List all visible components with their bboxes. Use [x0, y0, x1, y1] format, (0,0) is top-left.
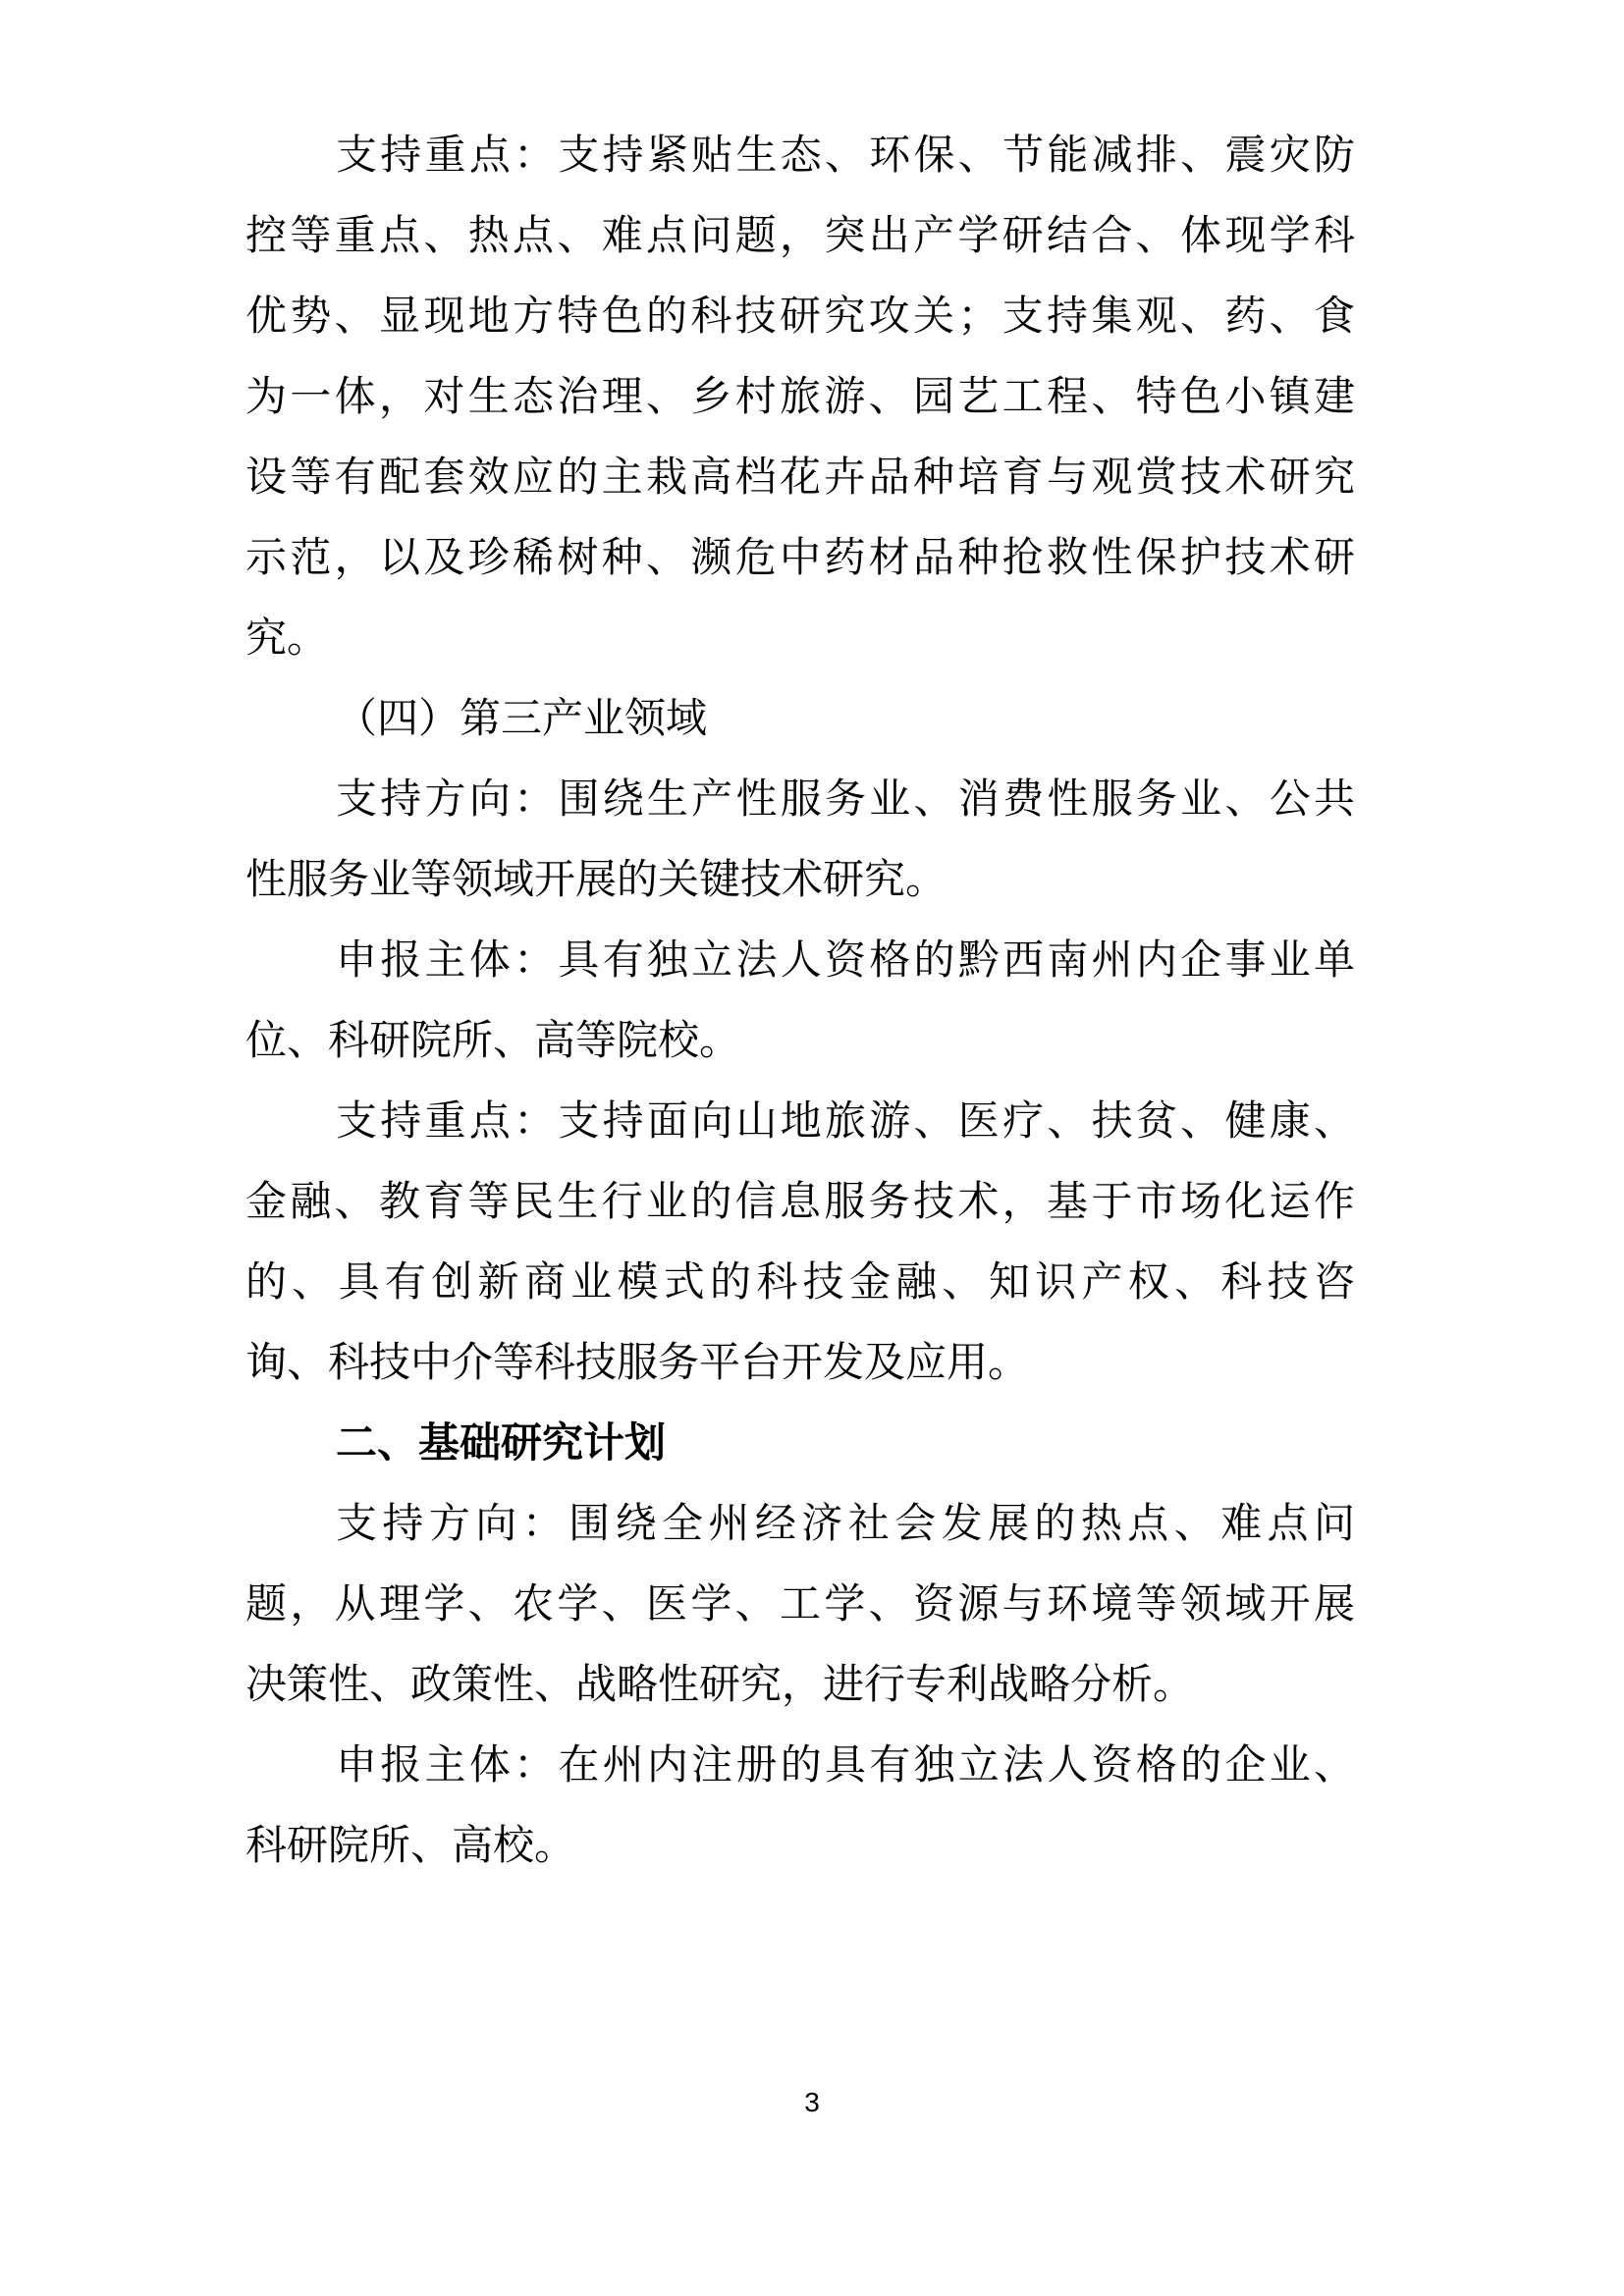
paragraph-line: 位、科研院所、高等院校。: [245, 1016, 741, 1064]
paragraph-line: 金融、教育等民生行业的信息服务技术，基于市场化运作: [245, 1177, 1355, 1225]
paragraph-line: 科研院所、高校。: [245, 1821, 576, 1869]
paragraph-line: 优势、显现地方特色的科技研究攻关；支持集观、药、食: [245, 292, 1355, 340]
section-heading: 二、基础研究计划: [336, 1418, 667, 1467]
paragraph-line: 示范，以及珍稀树种、濒危中药材品种抢救性保护技术研: [245, 533, 1355, 581]
paragraph-line: 支持重点：支持面向山地旅游、医疗、扶贫、健康、: [336, 1096, 1355, 1145]
paragraph-line: 设等有配套效应的主栽高档花卉品种培育与观赏技术研究: [245, 453, 1355, 501]
paragraph-line: 题，从理学、农学、医学、工学、资源与环境等领域开展: [245, 1579, 1355, 1628]
paragraph-line: 控等重点、热点、难点问题，突出产学研结合、体现学科: [245, 211, 1355, 259]
subsection-heading: （四）第三产业领域: [336, 694, 708, 742]
paragraph-line: 支持方向：围绕全州经济社会发展的热点、难点问: [336, 1499, 1355, 1547]
paragraph-line: 支持方向：围绕生产性服务业、消费性服务业、公共: [336, 774, 1355, 823]
paragraph-line: 支持重点：支持紧贴生态、环保、节能减排、震灾防: [336, 131, 1355, 179]
paragraph-line: 性服务业等领域开展的关键技术研究。: [245, 855, 947, 903]
paragraph-line: 究。: [245, 614, 329, 662]
paragraph-line: 申报主体：在州内注册的具有独立法人资格的企业、: [336, 1740, 1355, 1789]
paragraph-line: 询、科技中介等科技服务平台开发及应用。: [245, 1338, 1030, 1386]
paragraph-line: 为一体，对生态治理、乡村旅游、园艺工程、特色小镇建: [245, 372, 1355, 420]
paragraph-line: 的、具有创新商业模式的科技金融、知识产权、科技咨: [245, 1257, 1355, 1306]
paragraph-line: 申报主体：具有独立法人资格的黔西南州内企事业单: [336, 935, 1355, 984]
page-number: 3: [804, 2087, 820, 2117]
paragraph-line: 决策性、政策性、战略性研究，进行专利战略分析。: [245, 1660, 1195, 1708]
